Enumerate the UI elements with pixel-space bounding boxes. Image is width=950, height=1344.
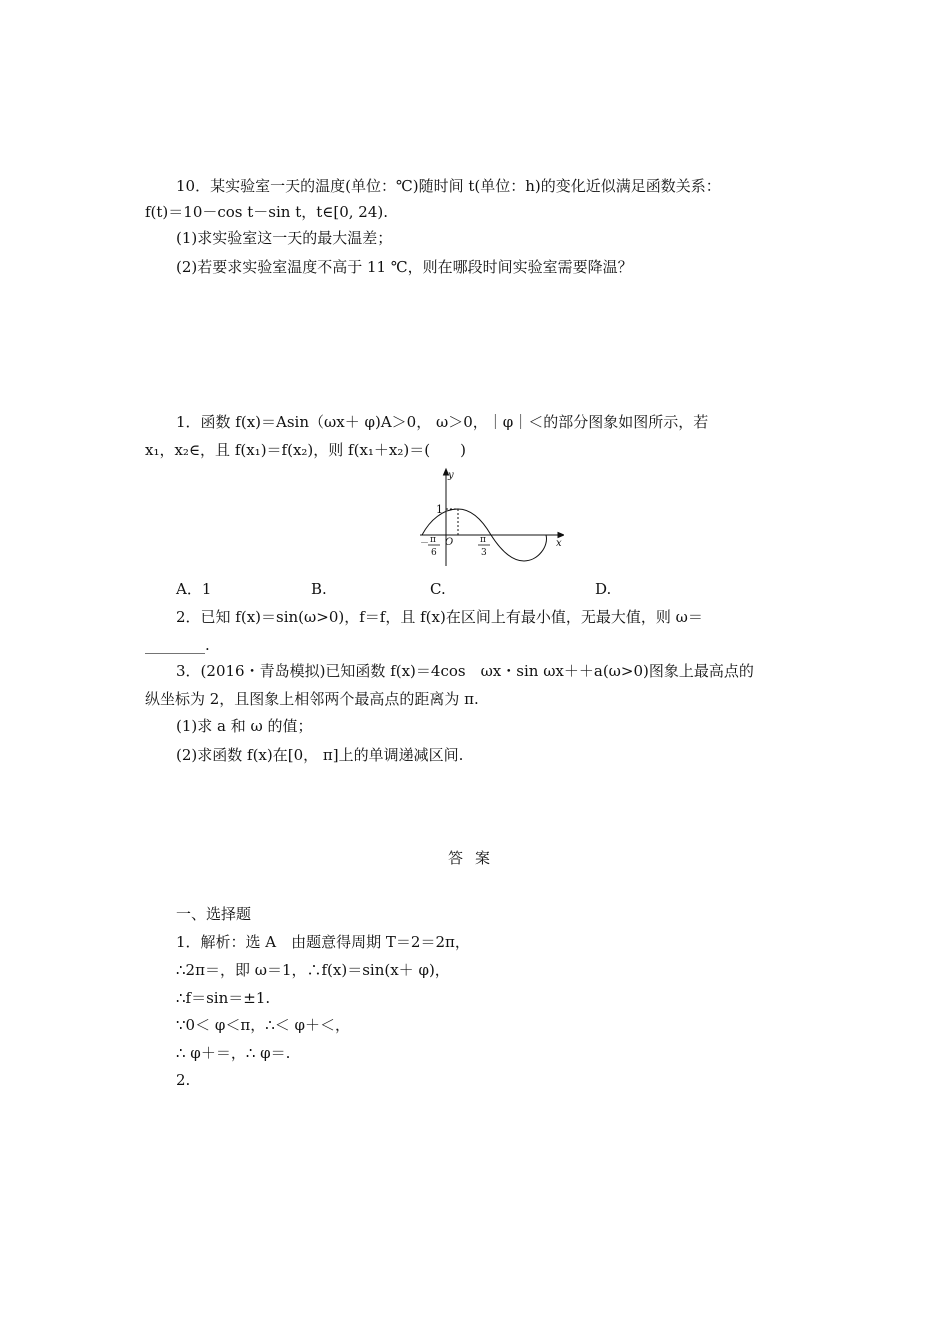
x-axis-arrow bbox=[558, 533, 564, 538]
answer-line-3: ∴f＝sin＝±1. bbox=[176, 989, 271, 1007]
answer-line-5: ∴ φ＋＝，∴ φ＝. bbox=[176, 1044, 291, 1062]
sine-graph-figure bbox=[418, 466, 564, 570]
question-2-blank: ________. bbox=[145, 636, 210, 654]
option-a: A．1 bbox=[176, 580, 212, 598]
option-c: C. bbox=[430, 580, 446, 598]
answer-title: 答案 bbox=[447, 849, 502, 867]
y-axis-label: y bbox=[448, 470, 454, 481]
pos-den-label: 3 bbox=[481, 548, 487, 558]
pos-pi-label: π bbox=[480, 535, 486, 545]
question-2-line-1: 2．已知 f(x)＝sin(ω>0)，f＝f，且 f(x)在区间上有最小值，无最大值，则 ω＝ bbox=[176, 608, 703, 626]
option-b: B. bbox=[311, 580, 327, 598]
problem-10-part-2: (2)若要求实验室温度不高于 11 ℃，则在哪段时间实验室需要降温？ bbox=[176, 258, 633, 276]
x-axis-label: x bbox=[556, 538, 562, 549]
answer-section: 一、选择题 bbox=[176, 905, 252, 923]
answer-line-6: 2. bbox=[176, 1071, 191, 1089]
question-1-line-2: x₁，x₂∈，且 f(x₁)＝f(x₂)，则 f(x₁＋x₂)＝( ) bbox=[145, 441, 466, 459]
tick-label-one: 1 bbox=[436, 503, 443, 516]
question-3-part-2: (2)求函数 f(x)在[0， π]上的单调递减区间. bbox=[176, 746, 464, 764]
problem-10-line-2: f(t)＝10－cos t－sin t，t∈[0, 24). bbox=[145, 203, 389, 221]
question-3-line-2: 纵坐标为 2，且图象上相邻两个最高点的距离为 π. bbox=[145, 690, 479, 708]
neg-pi-label: π bbox=[430, 535, 436, 545]
problem-10-part-1: (1)求实验室这一天的最大温差； bbox=[176, 229, 393, 247]
neg-den-label: 6 bbox=[431, 548, 437, 558]
answer-line-2: ∴2π＝，即 ω＝1，∴f(x)＝sin(x＋ φ)， bbox=[176, 961, 450, 979]
answer-line-4: ∵0＜ φ＜π，∴＜ φ＋＜， bbox=[176, 1016, 351, 1034]
origin-label: O bbox=[445, 537, 454, 548]
problem-10-line-1: 10．某实验室一天的温度(单位：℃)随时间 t(单位：h)的变化近似满足函数关系： bbox=[176, 177, 721, 195]
option-d: D. bbox=[595, 580, 612, 598]
neg-sign-label: － bbox=[420, 539, 430, 549]
question-3-part-1: (1)求 a 和 ω 的值； bbox=[176, 717, 313, 735]
question-3-line-1: 3．(2016・青岛模拟)已知函数 f(x)＝4cos ωx・sin ωx＋＋a(ω>0)图象上最高点的 bbox=[176, 662, 754, 680]
answer-line-1: 1．解析：选 A 由题意得周期 T＝2＝2π， bbox=[176, 933, 470, 951]
question-1-line-1: 1．函数 f(x)＝Asin（ωx＋ φ)A＞0， ω＞0，｜φ｜＜的部分图象如图所示，若 bbox=[176, 413, 709, 431]
